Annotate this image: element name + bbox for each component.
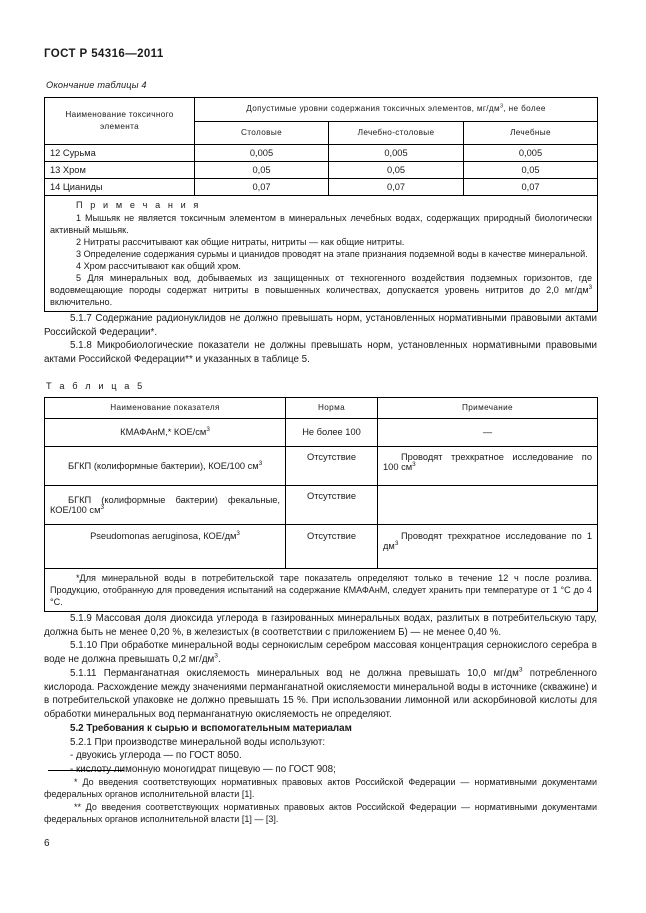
table4-notes-row [45, 196, 598, 312]
paragraph-5-1-11-text: 5.1.11 Перманганатная окисляемость минеральных вод не должна превышать 10,0 мг/дм [70, 667, 519, 679]
table5-row0-name-sup: 3 [206, 426, 210, 434]
table5-row2-norm: Отсутствие [286, 485, 378, 524]
page-content [44, 80, 597, 777]
table5-row1-norm: Отсутствие [286, 446, 378, 485]
table-row [45, 179, 598, 196]
heading-5-2: 5.2 Требования к сырью и вспомогательным материалам [70, 722, 352, 734]
table4-note-3: 3 Определение содержания сурьмы и цианидов проводят на этапе признания подземной воды в качестве минеральной. [76, 249, 588, 259]
table-row [45, 145, 598, 162]
table4-row0-col1: 0,005 [195, 145, 329, 162]
table4-row2-col2: 0,07 [329, 179, 464, 196]
table5-row3-name-text: Pseudomonas aeruginosa, КОЕ/дм [90, 530, 237, 541]
table5-row1-note-text: Проводят трехкратное исследование по 100 см [383, 451, 592, 472]
table5-row2-note [378, 485, 598, 524]
table5-row3-name [45, 524, 286, 568]
table4-row2-name: 14 Цианиды [45, 179, 195, 196]
paragraph-5-1-10-tail: . [217, 654, 221, 666]
table5-header-norm: Норма [286, 397, 378, 418]
table5-footnote-cell [45, 568, 598, 611]
table5-header-indicator: Наименование показателя [45, 397, 286, 418]
table5-header-note: Примечание [378, 397, 598, 418]
running-head: ГОСТ Р 54316—2011 [44, 48, 164, 60]
footnote-single-star: * До введения соответствующих нормативных правовых актов Российской Федерации — нормативными документами федеральных органов исполнительной власти [1]. [44, 777, 597, 800]
table4-note-4: 4 Хром рассчитывают как общий хром. [76, 261, 241, 271]
table5-row3-name-sup: 3 [236, 529, 240, 537]
table4-row0-col2: 0,005 [329, 145, 464, 162]
table4-header-group-tail: , не более [503, 104, 546, 114]
table5-row2-name [45, 485, 286, 524]
table4-notes-cell [45, 196, 598, 312]
page-footnotes [44, 770, 597, 826]
paragraph-5-1-8: 5.1.8 Микробиологические показатели не должны превышать норм, установленных нормативными правовыми актами Российской Федерации** и указанных в таблице 5. [44, 340, 597, 366]
paragraph-5-1-11 [44, 667, 597, 722]
table4-subheader-lechebnye: Лечебные [464, 121, 598, 145]
table5-row0-norm: Не более 100 [286, 418, 378, 446]
table-row [45, 446, 598, 485]
table4-row1-col3: 0,05 [464, 162, 598, 179]
table-row [45, 524, 598, 568]
table5-header-row [45, 397, 598, 418]
footnote-double-star: ** До введения соответствующих нормативных правовых актов Российской Федерации — нормативными документами федеральных органов исполнительной власти [1] — [3]. [44, 801, 597, 825]
table4-note-5 [50, 272, 592, 308]
table4-note-1: 1 Мышьяк не является токсичным элементом в минеральных лечебных водах, содержащих природный биологически активный мышьяк. [50, 213, 593, 235]
paragraph-5-1-9: 5.1.9 Массовая доля диоксида углерода в газированных минеральных водах, разлитых в потребительскую тару, должна быть не менее 0,20 %, в железистых (в соответствии с приложением Б) — не менее 0,40 %. [44, 612, 597, 638]
page-number: 6 [44, 838, 50, 849]
table5-row3-note-text: Проводят трехкратное исследование по 1 дм [383, 530, 592, 551]
table5-footnote-row [45, 568, 598, 611]
table5-row1-note-sup: 3 [412, 460, 416, 468]
paragraph-5-1-7: 5.1.7 Содержание радионуклидов не должно превышать норм, установленных нормативными правовыми актами Российской Федерации*. [44, 313, 597, 338]
table5-row1-name [45, 446, 286, 485]
table4-subheader-lechebno-stolovye: Лечебно-столовые [329, 121, 464, 145]
table5-row2-name-sup: 3 [100, 503, 104, 511]
table5-row3-note-sup: 3 [394, 539, 399, 547]
table4-header-group-sup: 3 [499, 103, 504, 110]
table-row [45, 485, 598, 524]
list-item-citric-acid: - кислоту лимонную моногидрат пищевую — по ГОСТ 908; [70, 764, 336, 776]
table4-row0-col3: 0,005 [464, 145, 598, 162]
paragraph-5-1-11-sup: 3 [518, 666, 523, 674]
table4-note-5-sup: 3 [588, 283, 593, 291]
table4-note-5-text: 5 Для минеральных вод, добываемых из защищенных от техногенного воздействия подземных горизонтов, где водовмещающие породы содержат нитриты в повышенных количествах, допускается уровень нитритов до 2,0 мг/дм [50, 273, 593, 295]
table4-header-row-1 [45, 98, 598, 122]
paragraph-5-1-10-text: 5.1.10 При обработке минеральной воды сернокислым серебром массовая концентрация сернокислого серебра в воде не должна превышать 0,2 мг/дм [44, 640, 597, 666]
paragraph-5-1-11-tail: потребленного кислорода. Расхождение между значениями перманганатной окисляемости минеральной воды в источнике (скважине) и в потребительской упаковке не должно превышать 15 %. При использовании лимонной или аскорбиновой кислоты для обработки минеральных вод перманганатную окисляемость не определяют. [44, 667, 597, 720]
table5-row1-name-text: БГКП (колиформные бактерии), КОЕ/100 см [68, 460, 259, 471]
table4-header-group [195, 98, 598, 122]
table4-row1-col2: 0,05 [329, 162, 464, 179]
table5-caption: Т а б л и ц а 5 [46, 380, 145, 391]
table4-row2-col3: 0,07 [464, 179, 598, 196]
table4-header-element: Наименование токсичного элемента [45, 98, 195, 145]
table4-row0-name: 12 Сурьма [45, 145, 195, 162]
paragraph-5-2-1: 5.2.1 При производстве минеральной воды используют: [70, 736, 326, 748]
table5-row0-name-text: КМАФАнМ,* КОЕ/см [120, 427, 207, 438]
table4-row1-col1: 0,05 [195, 162, 329, 179]
table4-subheader-stolovye: Столовые [195, 121, 329, 145]
table-4 [44, 97, 598, 312]
paragraph-5-1-10-sup: 3 [214, 652, 218, 660]
paragraph-5-1-10 [44, 639, 597, 666]
table4-header-group-text: Допустимые уровни содержания токсичных элементов, мг/дм [246, 104, 500, 114]
footnote-separator-rule [48, 770, 124, 771]
table5-row0-note: — [378, 418, 598, 446]
table5-row1-note [378, 446, 598, 485]
table4-note-2: 2 Нитраты рассчитывают как общие нитраты, нитриты — как общие нитриты. [76, 237, 405, 247]
table4-row2-col1: 0,07 [195, 179, 329, 196]
table5-row3-norm: Отсутствие [286, 524, 378, 568]
table4-notes-title: П р и м е ч а н и я [76, 200, 201, 210]
table5-row1-name-sup: 3 [258, 459, 263, 467]
table-row [45, 418, 598, 446]
table4-row1-name: 13 Хром [45, 162, 195, 179]
table-5 [44, 397, 598, 612]
table4-note-5-tail: включительно. [50, 297, 113, 307]
list-item-carbon-dioxide: - двуокись углерода — по ГОСТ 8050. [70, 750, 242, 762]
table4-caption: Окончание таблицы 4 [46, 80, 147, 90]
table5-footnote-text: *Для минеральной воды в потребительской таре показатель определяют только в течение 12 ч после розлива. Продукцию, отобранную для проведения испытаний на содержание КМАФАнМ, следует хранить при температуре от 1 °С до 4 °С. [50, 572, 592, 607]
table5-row0-name [45, 418, 286, 446]
table-row [45, 162, 598, 179]
table5-row2-name-text: БГКП (колиформные бактерии) фекальные, КОЕ/100 см [50, 494, 280, 515]
table5-row3-note [378, 524, 598, 568]
